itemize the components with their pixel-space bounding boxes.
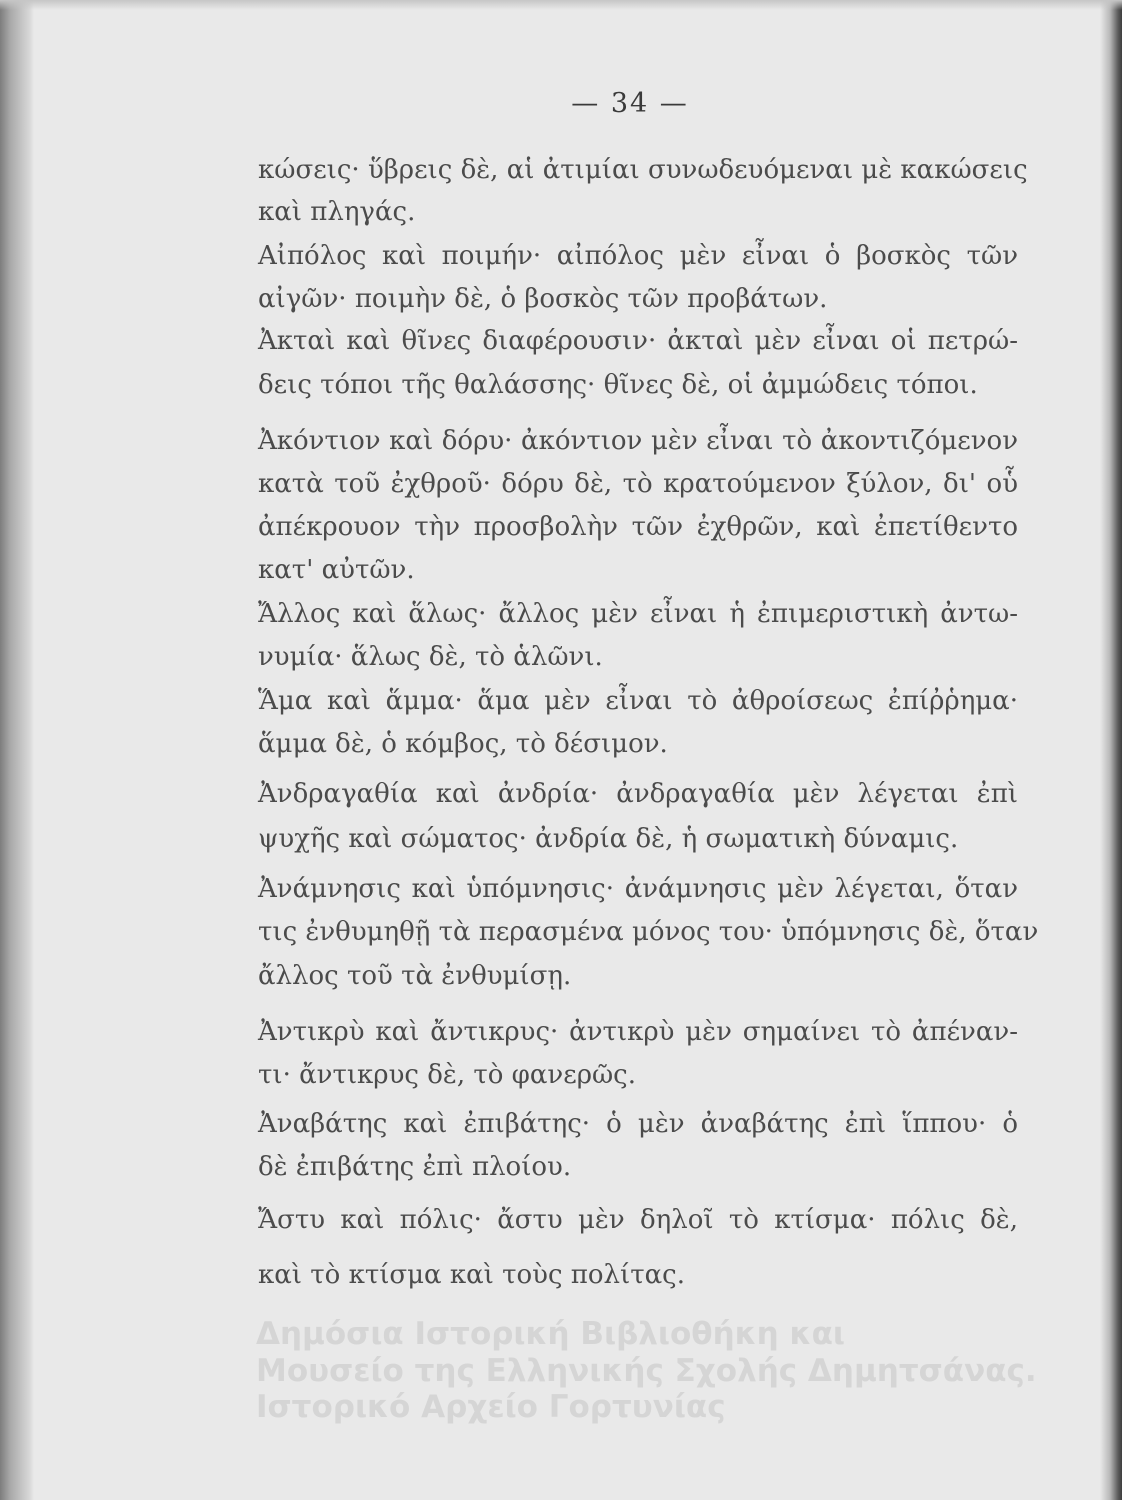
text-line: κώσεις· ὕβρεις δὲ, αἱ ἀτιμίαι συνωδευόμεναι μὲ κακώσεις <box>258 155 1028 185</box>
page-top-shadow <box>0 0 1122 10</box>
text-line: Ἀνδραγαθία καὶ ἀνδρία· ἀνδραγαθία μὲν λέγεται ἐπὶ <box>258 779 1018 809</box>
watermark-line: Μουσείο της Ελληνικής Σχολής Δημητσάνας. <box>256 1352 1037 1389</box>
text-line: Ἄστυ καὶ πόλις· ἄστυ μὲν δηλοῖ τὸ κτίσμα· πόλις δὲ, <box>258 1205 1018 1235</box>
text-line: δεις τόποι τῆς θαλάσσης· θῖνες δὲ, οἱ ἀμμώδεις τόποι. <box>258 370 978 400</box>
text-line: Ἀντικρὺ καὶ ἄντικρυς· ἀντικρὺ μὲν σημαίνει τὸ ἀπέναν- <box>258 1017 1018 1047</box>
page-right-edge <box>1100 0 1122 1500</box>
watermark-line: Ιστορικό Αρχείο Γορτυνίας <box>256 1389 726 1425</box>
text-line: Ἀκόντιον καὶ δόρυ· ἀκόντιον μὲν εἶναι τὸ ἀκοντιζόμενον <box>258 426 1018 456</box>
text-line: δὲ ἐπιβάτης ἐπὶ πλοίου. <box>258 1152 572 1182</box>
page-left-shadow <box>0 0 34 1500</box>
text-line: τι· ἄντικρυς δὲ, τὸ φανερῶς. <box>258 1060 637 1090</box>
library-watermark <box>256 1316 1037 1426</box>
text-line: νυμία· ἅλως δὲ, τὸ ἁλῶνι. <box>258 642 603 672</box>
text-line: κατὰ τοῦ ἐχθροῦ· δόρυ δὲ, τὸ κρατούμενον ξύλον, δι' οὗ <box>258 469 1018 499</box>
text-line: Ἀκταὶ καὶ θῖνες διαφέρουσιν· ἀκταὶ μὲν εἶναι οἱ πετρώ- <box>258 326 1018 356</box>
text-line: αἰγῶν· ποιμὴν δὲ, ὁ βοσκὸς τῶν προβάτων. <box>258 284 828 314</box>
text-line: Ἅμα καὶ ἅμμα· ἅμα μὲν εἶναι τὸ ἀθροίσεως ἐπίῤῥημα· <box>258 686 1018 716</box>
text-line: τις ἐνθυμηθῇ τὰ περασμένα μόνος του· ὑπόμνησις δὲ, ὅταν <box>258 917 1039 947</box>
text-line: ψυχῆς καὶ σώματος· ἀνδρία δὲ, ἡ σωματικὴ δύναμις. <box>258 824 959 854</box>
text-line: ἅμμα δὲ, ὁ κόμβος, τὸ δέσιμον. <box>258 729 668 759</box>
text-line: ἀπέκρουον τὴν προσβολὴν τῶν ἐχθρῶν, καὶ ἐπετίθεντο <box>258 512 1018 542</box>
text-line: Ἀναβάτης καὶ ἐπιβάτης· ὁ μὲν ἀναβάτης ἐπὶ ἵππου· ὁ <box>258 1109 1018 1139</box>
text-line: Αἰπόλος καὶ ποιμήν· αἰπόλος μὲν εἶναι ὁ βοσκὸς τῶν <box>258 241 1018 271</box>
text-line: ἄλλος τοῦ τὰ ἐνθυμίσῃ. <box>258 961 572 991</box>
text-line: Ἄλλος καὶ ἅλως· ἄλλος μὲν εἶναι ἡ ἐπιμεριστικὴ ἀντω- <box>258 599 1018 629</box>
text-line: καὶ τὸ κτίσμα καὶ τοὺς πολίτας. <box>258 1260 685 1290</box>
text-line: κατ' αὐτῶν. <box>258 555 415 585</box>
page-number: — 34 — <box>571 88 689 119</box>
watermark-line: Δημόσια Ιστορική Βιβλιοθήκη και <box>256 1316 845 1352</box>
text-line: Ἀνάμνησις καὶ ὑπόμνησις· ἀνάμνησις μὲν λέγεται, ὅταν <box>258 874 1018 904</box>
text-line: καὶ πληγάς. <box>258 197 416 227</box>
